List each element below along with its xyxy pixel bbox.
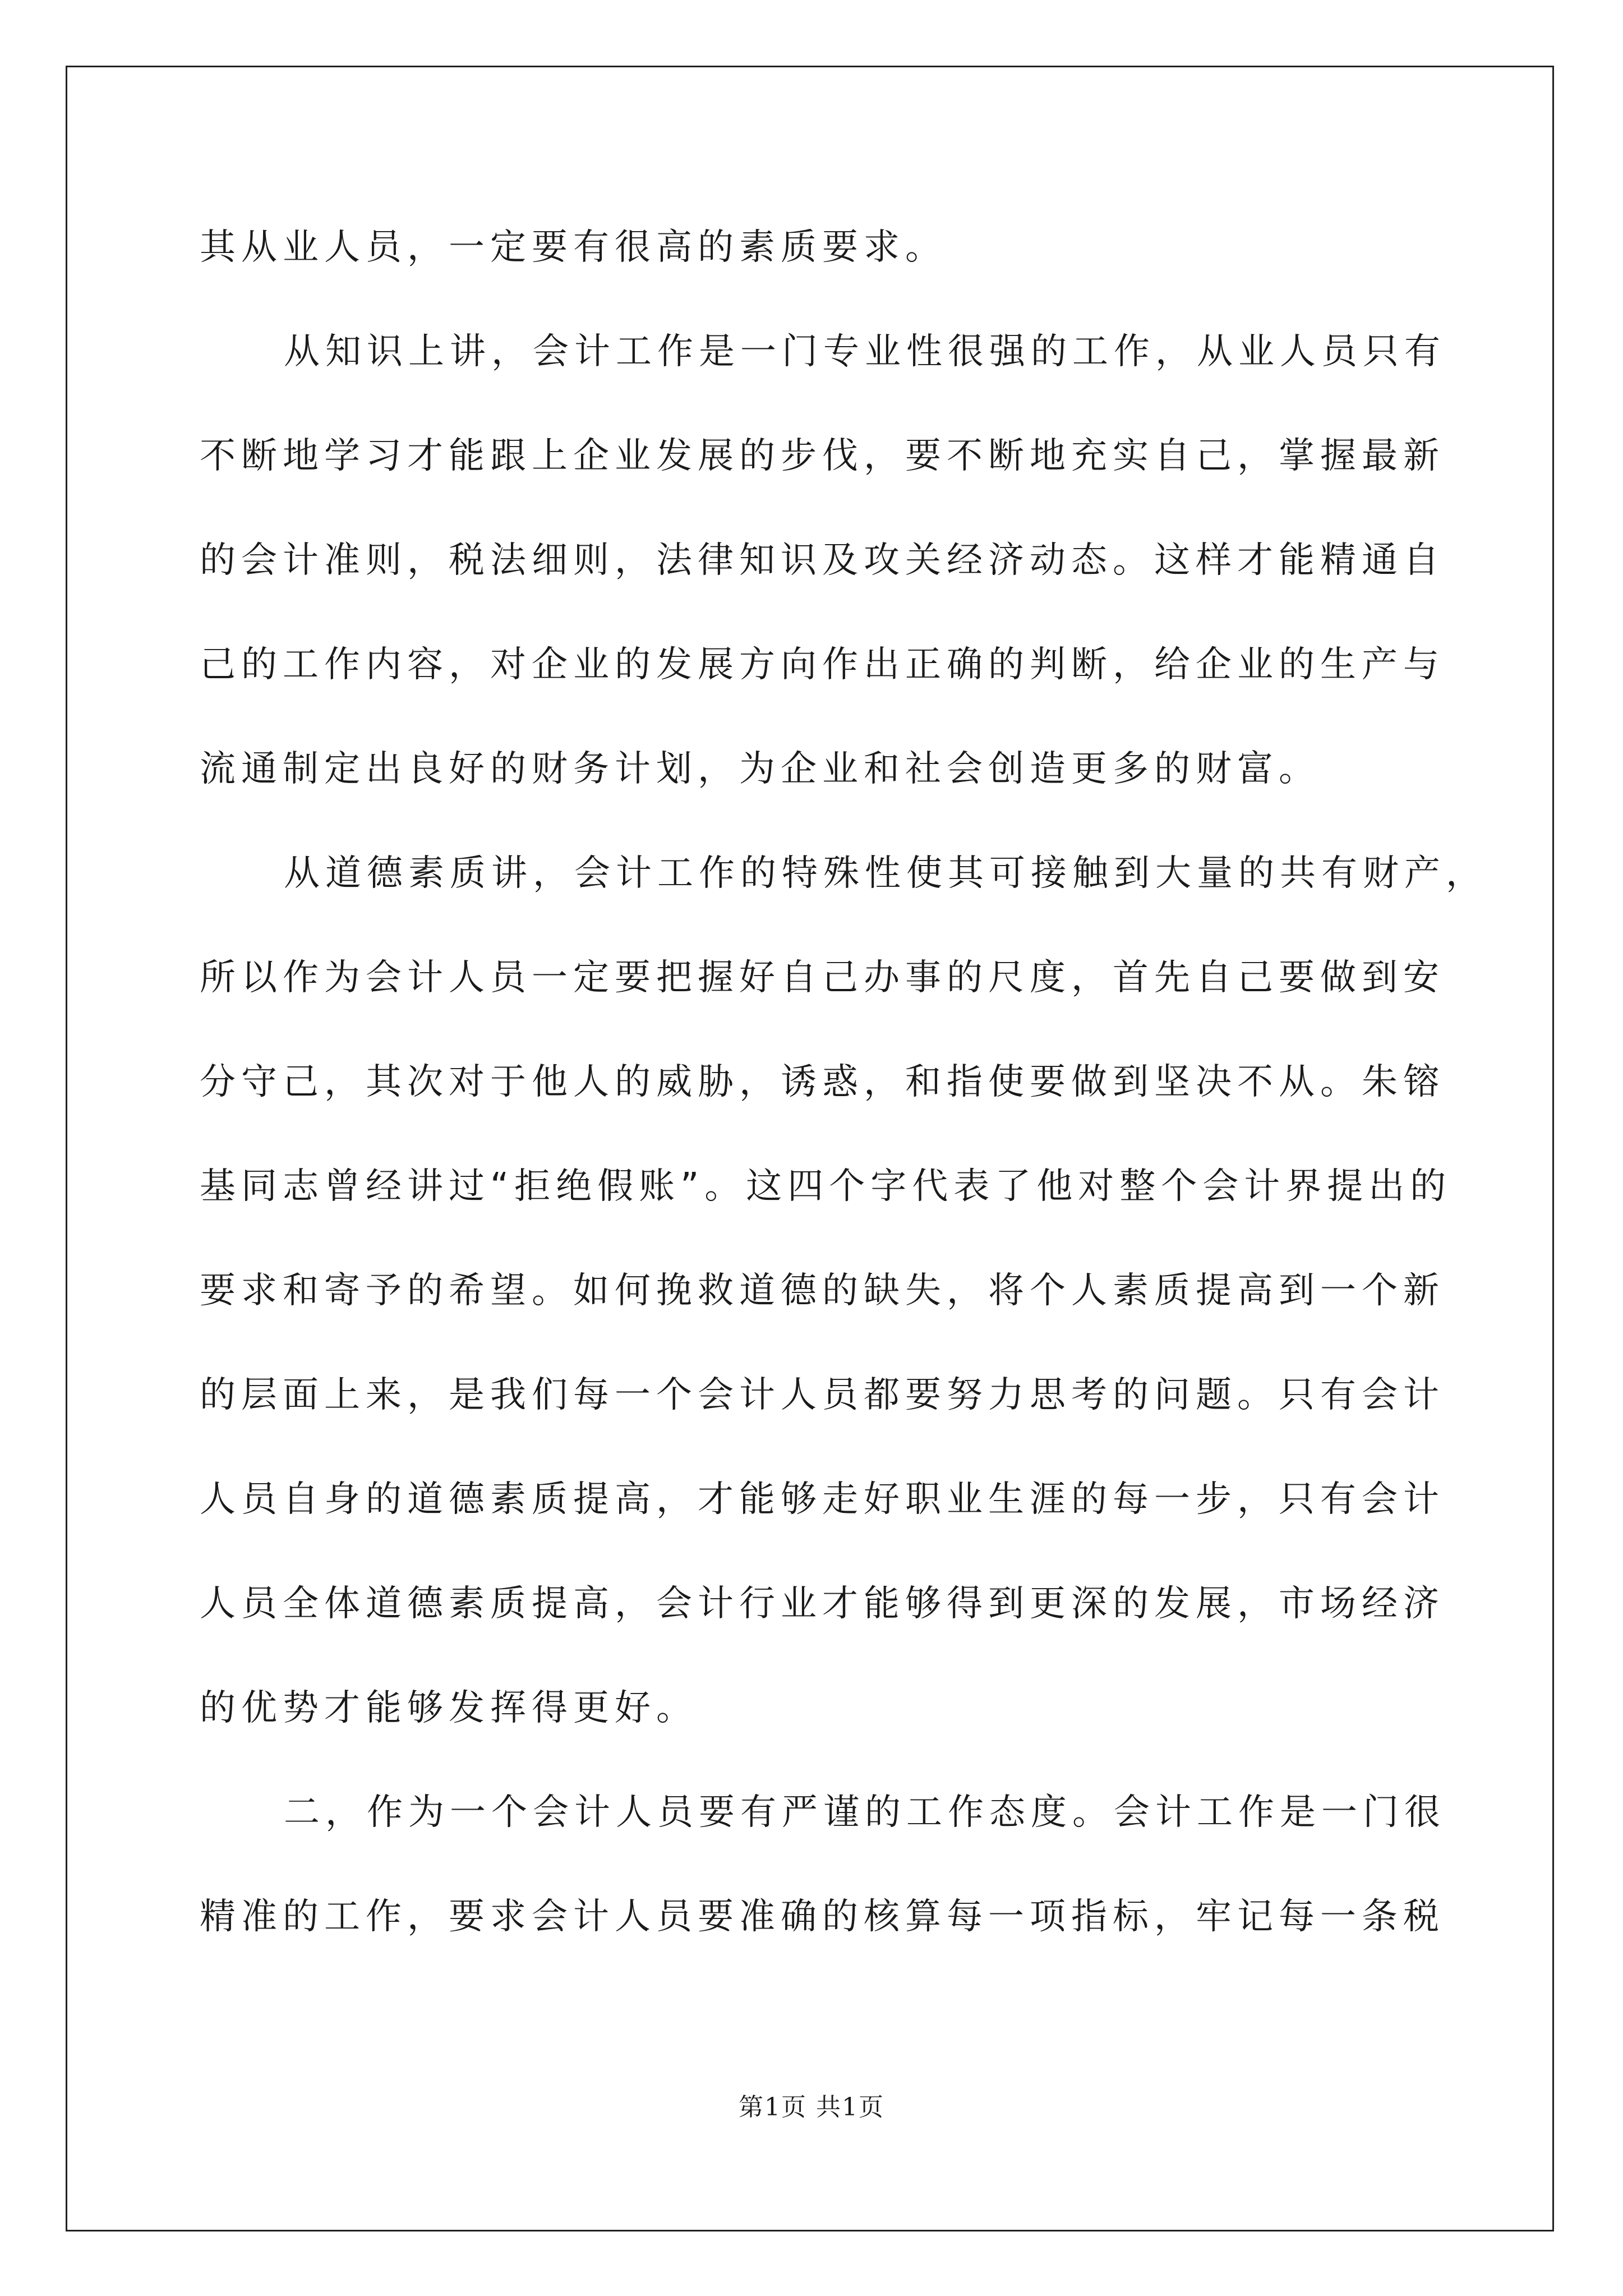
text-line: 精准的工作，要求会计人员要准确的核算每一项指标，牢记每一条税 xyxy=(200,1896,1445,1938)
text-line: 人员自身的道德素质提高，才能够走好职业生涯的每一步，只有会计 xyxy=(200,1479,1445,1520)
text-line: 分守己，其次对于他人的威胁，诱惑，和指使要做到坚决不从。朱镕 xyxy=(200,1061,1445,1103)
text-line: 的会计准则，税法细则，法律知识及攻关经济动态。这样才能精通自 xyxy=(200,540,1445,581)
text-line: 的层面上来，是我们每一个会计人员都要努力思考的问题。只有会计 xyxy=(200,1374,1445,1416)
text-line: 要求和寄予的希望。如何挽救道德的缺失，将个人素质提高到一个新 xyxy=(200,1270,1445,1312)
text-line: 从知识上讲，会计工作是一门专业性很强的工作，从业人员只有 xyxy=(284,331,1446,372)
text-line: 不断地学习才能跟上企业发展的步伐，要不断地充实自己，掌握最新 xyxy=(200,435,1445,477)
text-line: 人员全体道德素质提高，会计行业才能够得到更深的发展，市场经济 xyxy=(200,1583,1445,1625)
text-line: 流通制定出良好的财务计划，为企业和社会创造更多的财富。 xyxy=(200,748,1320,790)
text-line: 从道德素质讲，会计工作的特殊性使其可接触到大量的共有财产， xyxy=(284,853,1487,894)
document-body xyxy=(200,195,1487,1969)
page-number: 第1页 共1页 xyxy=(739,2093,884,2122)
text-line: 基同志曾经讲过“拒绝假账”。这四个字代表了他对整个会计界提出的 xyxy=(200,1166,1452,1207)
text-line: 所以作为会计人员一定要把握好自己办事的尺度，首先自己要做到安 xyxy=(200,957,1445,999)
text-line: 其从业人员，一定要有很高的素质要求。 xyxy=(200,227,947,268)
text-line: 己的工作内容，对企业的发展方向作出正确的判断，给企业的生产与 xyxy=(200,644,1445,685)
text-line: 的优势才能够发挥得更好。 xyxy=(200,1687,698,1729)
text-line: 二，作为一个会计人员要有严谨的工作态度。会计工作是一门很 xyxy=(284,1792,1446,1833)
